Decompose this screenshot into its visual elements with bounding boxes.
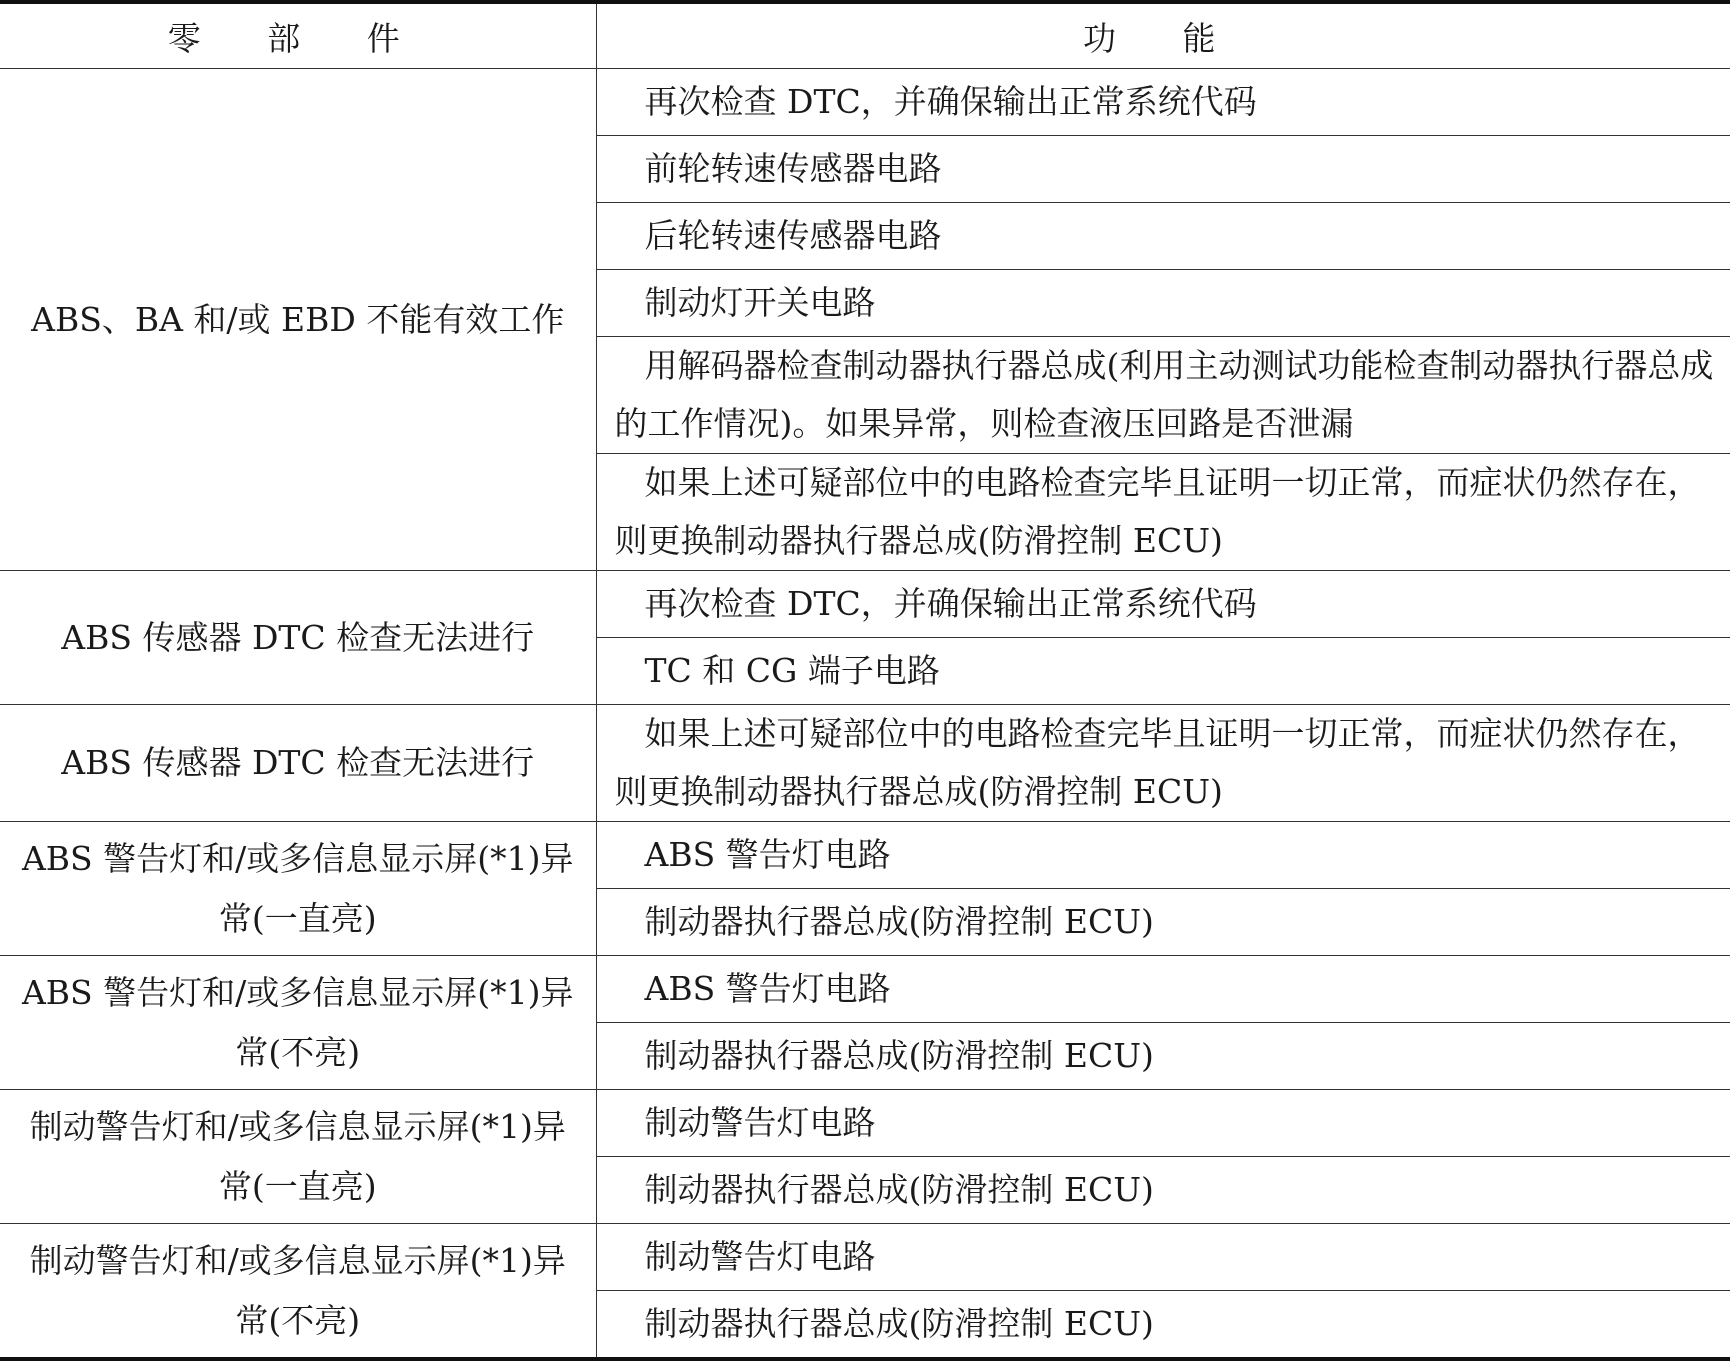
table-row <box>0 705 1730 822</box>
function-cell: 再次检查 DTC，并确保输出正常系统代码 <box>596 571 1730 638</box>
function-cell: 再次检查 DTC，并确保输出正常系统代码 <box>596 69 1730 136</box>
function-cell: 制动器执行器总成(防滑控制 ECU) <box>596 889 1730 956</box>
part-cell: ABS 传感器 DTC 检查无法进行 <box>0 705 596 822</box>
function-cell: 用解码器检查制动器执行器总成(利用主动测试功能检查制动器执行器总成的工作情况)。如果异常，则检查液压回路是否泄漏 <box>596 337 1730 454</box>
header-function: 功 能 <box>596 2 1730 69</box>
part-cell: ABS 警告灯和/或多信息显示屏(*1)异常(一直亮) <box>0 822 596 956</box>
part-cell: ABS 警告灯和/或多信息显示屏(*1)异常(不亮) <box>0 956 596 1090</box>
function-cell: 制动器执行器总成(防滑控制 ECU) <box>596 1291 1730 1360</box>
part-cell: ABS、BA 和/或 EBD 不能有效工作 <box>0 69 596 571</box>
function-cell: 制动器执行器总成(防滑控制 ECU) <box>596 1157 1730 1224</box>
table-row <box>0 956 1730 1023</box>
table-row <box>0 571 1730 638</box>
function-cell: 制动器执行器总成(防滑控制 ECU) <box>596 1023 1730 1090</box>
function-cell: 如果上述可疑部位中的电路检查完毕且证明一切正常，而症状仍然存在，则更换制动器执行器总成(防滑控制 ECU) <box>596 454 1730 571</box>
table-row <box>0 822 1730 889</box>
header-row <box>0 2 1730 69</box>
function-cell: 如果上述可疑部位中的电路检查完毕且证明一切正常，而症状仍然存在，则更换制动器执行器总成(防滑控制 ECU) <box>596 705 1730 822</box>
part-cell: 制动警告灯和/或多信息显示屏(*1)异常(不亮) <box>0 1224 596 1360</box>
function-cell: 制动警告灯电路 <box>596 1224 1730 1291</box>
function-cell: 制动警告灯电路 <box>596 1090 1730 1157</box>
part-cell: ABS 传感器 DTC 检查无法进行 <box>0 571 596 705</box>
function-cell: ABS 警告灯电路 <box>596 822 1730 889</box>
function-cell: ABS 警告灯电路 <box>596 956 1730 1023</box>
table-row <box>0 1224 1730 1291</box>
function-cell: TC 和 CG 端子电路 <box>596 638 1730 705</box>
table-row <box>0 1090 1730 1157</box>
function-cell: 后轮转速传感器电路 <box>596 203 1730 270</box>
function-cell: 前轮转速传感器电路 <box>596 136 1730 203</box>
part-cell: 制动警告灯和/或多信息显示屏(*1)异常(一直亮) <box>0 1090 596 1224</box>
function-cell: 制动灯开关电路 <box>596 270 1730 337</box>
table-row <box>0 69 1730 136</box>
header-part: 零 部 件 <box>0 2 596 69</box>
